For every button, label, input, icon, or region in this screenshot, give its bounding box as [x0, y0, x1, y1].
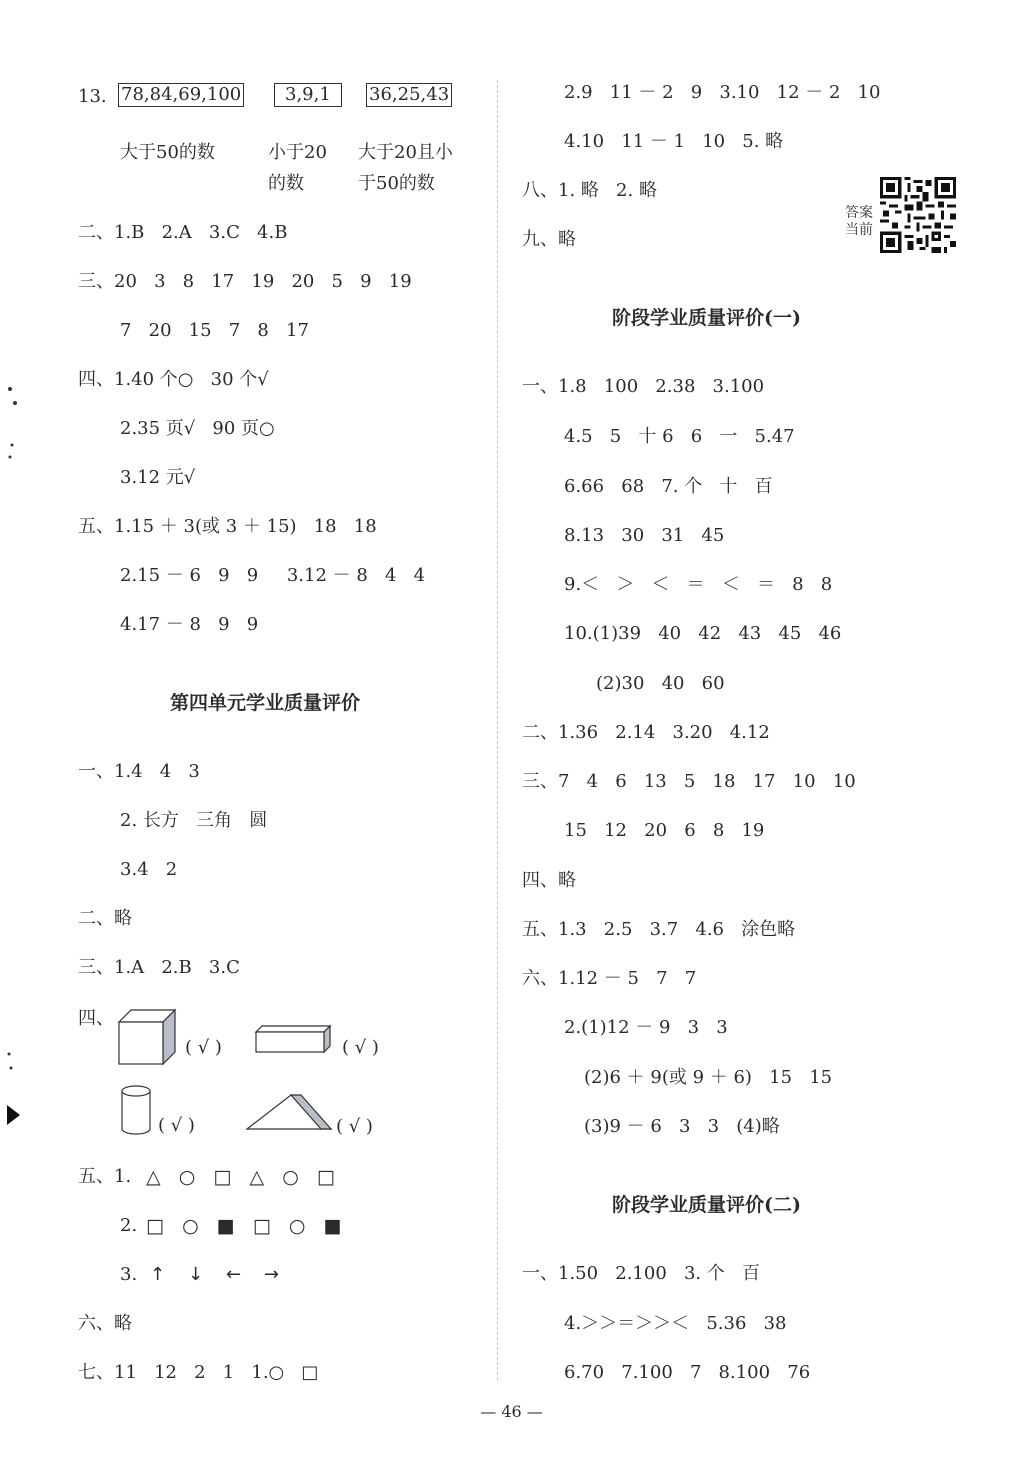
cylinder-icon: [119, 1084, 153, 1136]
q13-caption-2a: 小于20: [268, 142, 327, 163]
column-divider: [497, 80, 498, 1380]
answer-line: 3.: [120, 1264, 138, 1285]
answer-line: 3.4 2: [120, 859, 178, 880]
answer-line: 二、略: [78, 908, 132, 929]
answer-box: 78,84,69,100: [118, 83, 244, 107]
answer-line: 3.12 元√: [120, 467, 196, 488]
answer-line: 4.＞＞＝＞＞＜ 5.36 38: [564, 1313, 787, 1334]
q13-caption-2b: 的数: [268, 173, 304, 194]
answer-line: 一、1.4 4 3: [78, 761, 200, 782]
answer-line: 一、1.50 2.100 3. 个 百: [522, 1263, 760, 1284]
cube-icon: [117, 1008, 179, 1066]
answer-line: 2.: [120, 1215, 138, 1236]
check-mark: ( √ ): [336, 1116, 373, 1137]
answer-line: 四、1.40 个○ 30 个√: [78, 369, 269, 390]
answer-line: 五、1.15 ＋ 3(或 3 ＋ 15) 18 18: [78, 516, 377, 537]
answer-line: 三、7 4 6 13 5 18 17 10 10: [522, 771, 856, 792]
page-number: — 46 —: [480, 1402, 543, 1421]
answer-line: 6.70 7.100 7 8.100 76: [564, 1362, 811, 1383]
section-title: 阶段学业质量评价(一): [612, 307, 801, 329]
shape-sequence: △ ○ □ △ ○ □: [146, 1166, 335, 1188]
q13-label: 13.: [78, 86, 107, 107]
answer-line: 三、20 3 8 17 19 20 5 9 19: [78, 271, 412, 292]
check-mark: ( √ ): [342, 1037, 379, 1058]
answer-line: 4.17 － 8 9 9: [120, 614, 259, 635]
q13-caption-1: 大于50的数: [120, 142, 215, 163]
answer-line: 7 20 15 7 8 17: [120, 320, 309, 341]
answer-line: 2.(1)12 － 9 3 3: [564, 1017, 728, 1038]
answer-line: 10.(1)39 40 42 43 45 46: [564, 623, 842, 644]
answer-line: 八、1. 略 2. 略: [522, 180, 657, 201]
q13-caption-3a: 大于20且小: [358, 142, 453, 163]
qr-code-icon[interactable]: [880, 177, 956, 253]
answer-line: 4.10 11 － 1 10 5. 略: [564, 131, 784, 152]
answer-line: (3)9 － 6 3 3 (4)略: [584, 1116, 780, 1137]
answer-line: 六、略: [78, 1313, 132, 1334]
answer-line: 15 12 20 6 8 19: [564, 820, 765, 841]
answer-line: 三、1.A 2.B 3.C: [78, 957, 240, 978]
answer-line: (2)30 40 60: [596, 673, 725, 694]
answer-box: 3,9,1: [274, 83, 342, 107]
qr-label: 答案 当前: [845, 205, 873, 238]
check-mark: ( √ ): [158, 1115, 195, 1136]
answer-line: 2.15 － 6 9 9 3.12 － 8 4 4: [120, 565, 426, 586]
answer-line: 8.13 30 31 45: [564, 525, 725, 546]
answer-line: 七、11 12 2 1 1.○ □: [78, 1362, 319, 1383]
answer-line: 一、1.8 100 2.38 3.100: [522, 376, 765, 397]
answer-line: 五、1.3 2.5 3.7 4.6 涂色略: [522, 919, 796, 940]
answer-line: 二、1.36 2.14 3.20 4.12: [522, 722, 770, 743]
answer-line: 六、1.12 － 5 7 7: [522, 968, 697, 989]
q13-box-3: [366, 83, 452, 107]
answer-line: 二、1.B 2.A 3.C 4.B: [78, 222, 288, 243]
answer-line: 2.9 11 － 2 9 3.10 12 － 2 10: [564, 82, 881, 103]
section-title: 第四单元学业质量评价: [170, 692, 361, 714]
answer-line: 4.5 5 十 6 6 一 5.47: [564, 426, 795, 447]
answer-line: 6.66 68 7. 个 十 百: [564, 476, 773, 497]
triangular-prism-icon: [245, 1092, 335, 1132]
cuboid-icon: [254, 1024, 332, 1054]
answer-line: (2)6 ＋ 9(或 9 ＋ 6) 15 15: [584, 1067, 833, 1088]
answer-line: 五、1.: [78, 1166, 132, 1187]
margin-dot: [6, 385, 20, 465]
answer-line: 2.35 页√ 90 页○: [120, 418, 275, 439]
answer-box: 36,25,43: [366, 83, 452, 107]
check-mark: ( √ ): [185, 1037, 222, 1058]
answer-line: 四、: [78, 1008, 114, 1029]
answer-line: 四、略: [522, 870, 576, 891]
q13-box-1: [118, 83, 244, 107]
answer-line: 2. 长方 三角 圆: [120, 810, 268, 831]
q13-caption-3b: 于50的数: [358, 173, 435, 194]
answer-line: 9.＜ ＞ ＜ ＝ ＜ ＝ 8 8: [564, 574, 833, 595]
section-title: 阶段学业质量评价(二): [612, 1194, 801, 1216]
shape-sequence: □ ○ ■ □ ○ ■: [146, 1215, 342, 1237]
arrow-sequence: ↑ ↓ ← →: [150, 1264, 279, 1285]
q13-box-2: [274, 83, 342, 107]
answer-line: 九、略: [522, 229, 576, 250]
margin-dot: [4, 1050, 20, 1130]
